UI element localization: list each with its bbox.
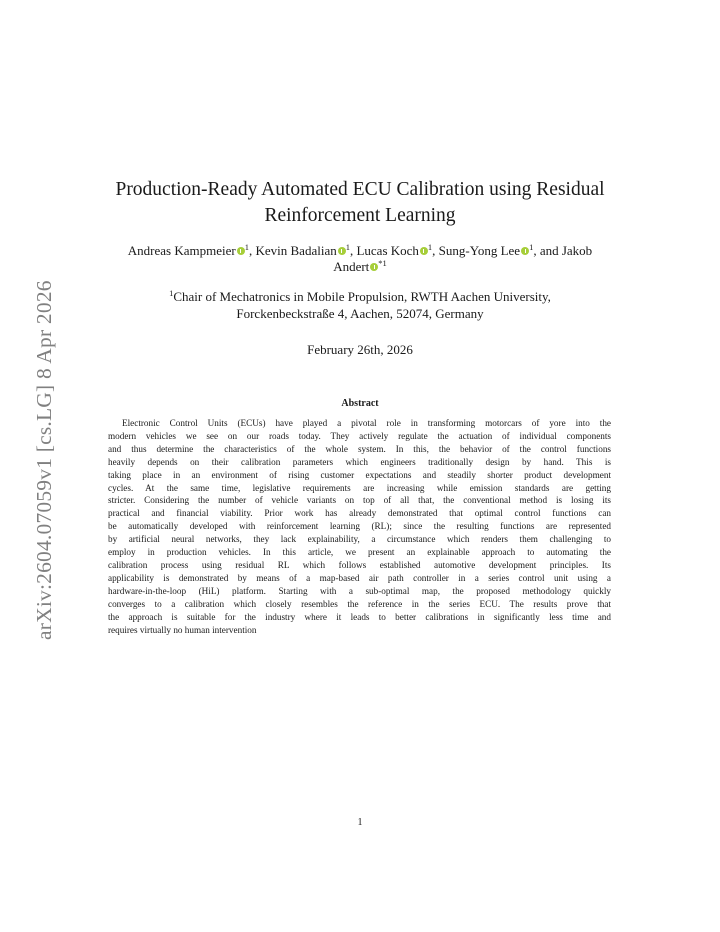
author-name: Lucas Koch bbox=[356, 243, 419, 258]
affiliation bbox=[90, 288, 630, 322]
author-line bbox=[70, 243, 650, 259]
abstract-body bbox=[108, 417, 611, 636]
orcid-icon[interactable] bbox=[370, 263, 378, 271]
author-affil-mark: 1 bbox=[244, 242, 249, 252]
author-list bbox=[70, 243, 650, 274]
author-affil-mark: 1 bbox=[529, 242, 534, 252]
author-affil-mark: *1 bbox=[378, 257, 387, 268]
abstract-line: cycles. At the same time, legislative requirements are increasing while emission standards are getting bbox=[108, 482, 611, 493]
abstract-line: taking place in an environment of rising customer expectations and steadily shorter product development bbox=[108, 469, 611, 480]
abstract-line: Electronic Control Units (ECUs) have played a pivotal role in transforming motorcars of yore into the bbox=[122, 418, 611, 428]
author-name: Kevin Badalian bbox=[255, 243, 337, 258]
abstract-heading: Abstract bbox=[341, 398, 379, 409]
author-affil-mark: 1 bbox=[345, 242, 350, 252]
author-line bbox=[70, 259, 650, 275]
orcid-icon[interactable] bbox=[521, 247, 529, 255]
title-line: Production-Ready Automated ECU Calibration using Residual bbox=[115, 179, 605, 200]
abstract-line: practical and financial viability. Prior work has already demonstrated that optimal control functions can bbox=[108, 508, 611, 519]
title-line: Reinforcement Learning bbox=[264, 205, 456, 226]
affiliation-mark: 1 bbox=[169, 288, 174, 298]
abstract-line: the approach is suitable for the industry where it leads to better calibrations in significantly less time and bbox=[108, 611, 611, 622]
abstract-line: converges to a calibration which closely resembles the reference in the series ECU. The results prove that bbox=[108, 598, 611, 609]
abstract-line: calibration process using residual RL which follows established automotive development principles. Its bbox=[108, 559, 611, 570]
author-name: Sung-Yong Lee bbox=[438, 243, 521, 258]
author-separator: , bbox=[349, 243, 357, 258]
affiliation-text: Chair of Mechatronics in Mobile Propulsion, RWTH Aachen University, bbox=[173, 289, 551, 304]
author-separator: , bbox=[432, 243, 439, 258]
abstract-line: heavily depends on their calibration parameters which engineers traditionally design by hand. This is bbox=[108, 456, 611, 467]
abstract-line: stricter. Considering the number of vehicle variants on top of all that, the conventional method is losing its bbox=[108, 495, 611, 506]
author-affil-mark: 1 bbox=[427, 242, 433, 252]
affiliation-line: Forckenbeckstraße 4, Aachen, 52074, Germany bbox=[236, 306, 484, 321]
author-name-part: Andert bbox=[333, 258, 370, 274]
abstract-line: and thus determine the characteristics of the whole system. In this, the behavior of the control functions bbox=[108, 443, 611, 454]
paper-title bbox=[80, 177, 640, 229]
page-number: 1 bbox=[357, 817, 363, 828]
orcid-icon[interactable] bbox=[237, 247, 245, 255]
orcid-icon[interactable] bbox=[338, 247, 346, 255]
orcid-icon[interactable] bbox=[420, 247, 428, 255]
author-separator: , bbox=[248, 243, 256, 258]
abstract-line: hardware-in-the-loop (HiL) platform. Starting with a sub-optimal map, the proposed methodology quickly bbox=[108, 585, 611, 596]
abstract-line: be automatically developed with reinforcement learning (RL); since the resulting functions are represented bbox=[108, 521, 611, 532]
abstract-line: modern vehicles we see on our roads today. They actively regulate the actuation of individual components bbox=[108, 430, 611, 441]
abstract-line: applicability is demonstrated by means of a map-based air path controller in a series control unit using a bbox=[108, 572, 611, 583]
author-name: Andreas Kampmeier bbox=[127, 243, 236, 258]
publication-date: February 26th, 2026 bbox=[307, 342, 413, 357]
author-name-part: Jakob bbox=[561, 243, 593, 258]
abstract-line: requires virtually no human intervention bbox=[108, 624, 257, 635]
affiliation-line bbox=[90, 288, 630, 305]
abstract-line: by artificial neural networks, they lack explainability, a circumstance which renders them challenging to bbox=[108, 534, 611, 545]
abstract-line: employ in production vehicles. In this article, we present an explainable approach to automating the bbox=[108, 547, 611, 558]
author-separator: , and bbox=[533, 243, 562, 258]
arxiv-identifier[interactable]: arXiv:2604.07059v1 [cs.LG] 8 Apr 2026 bbox=[32, 280, 56, 640]
